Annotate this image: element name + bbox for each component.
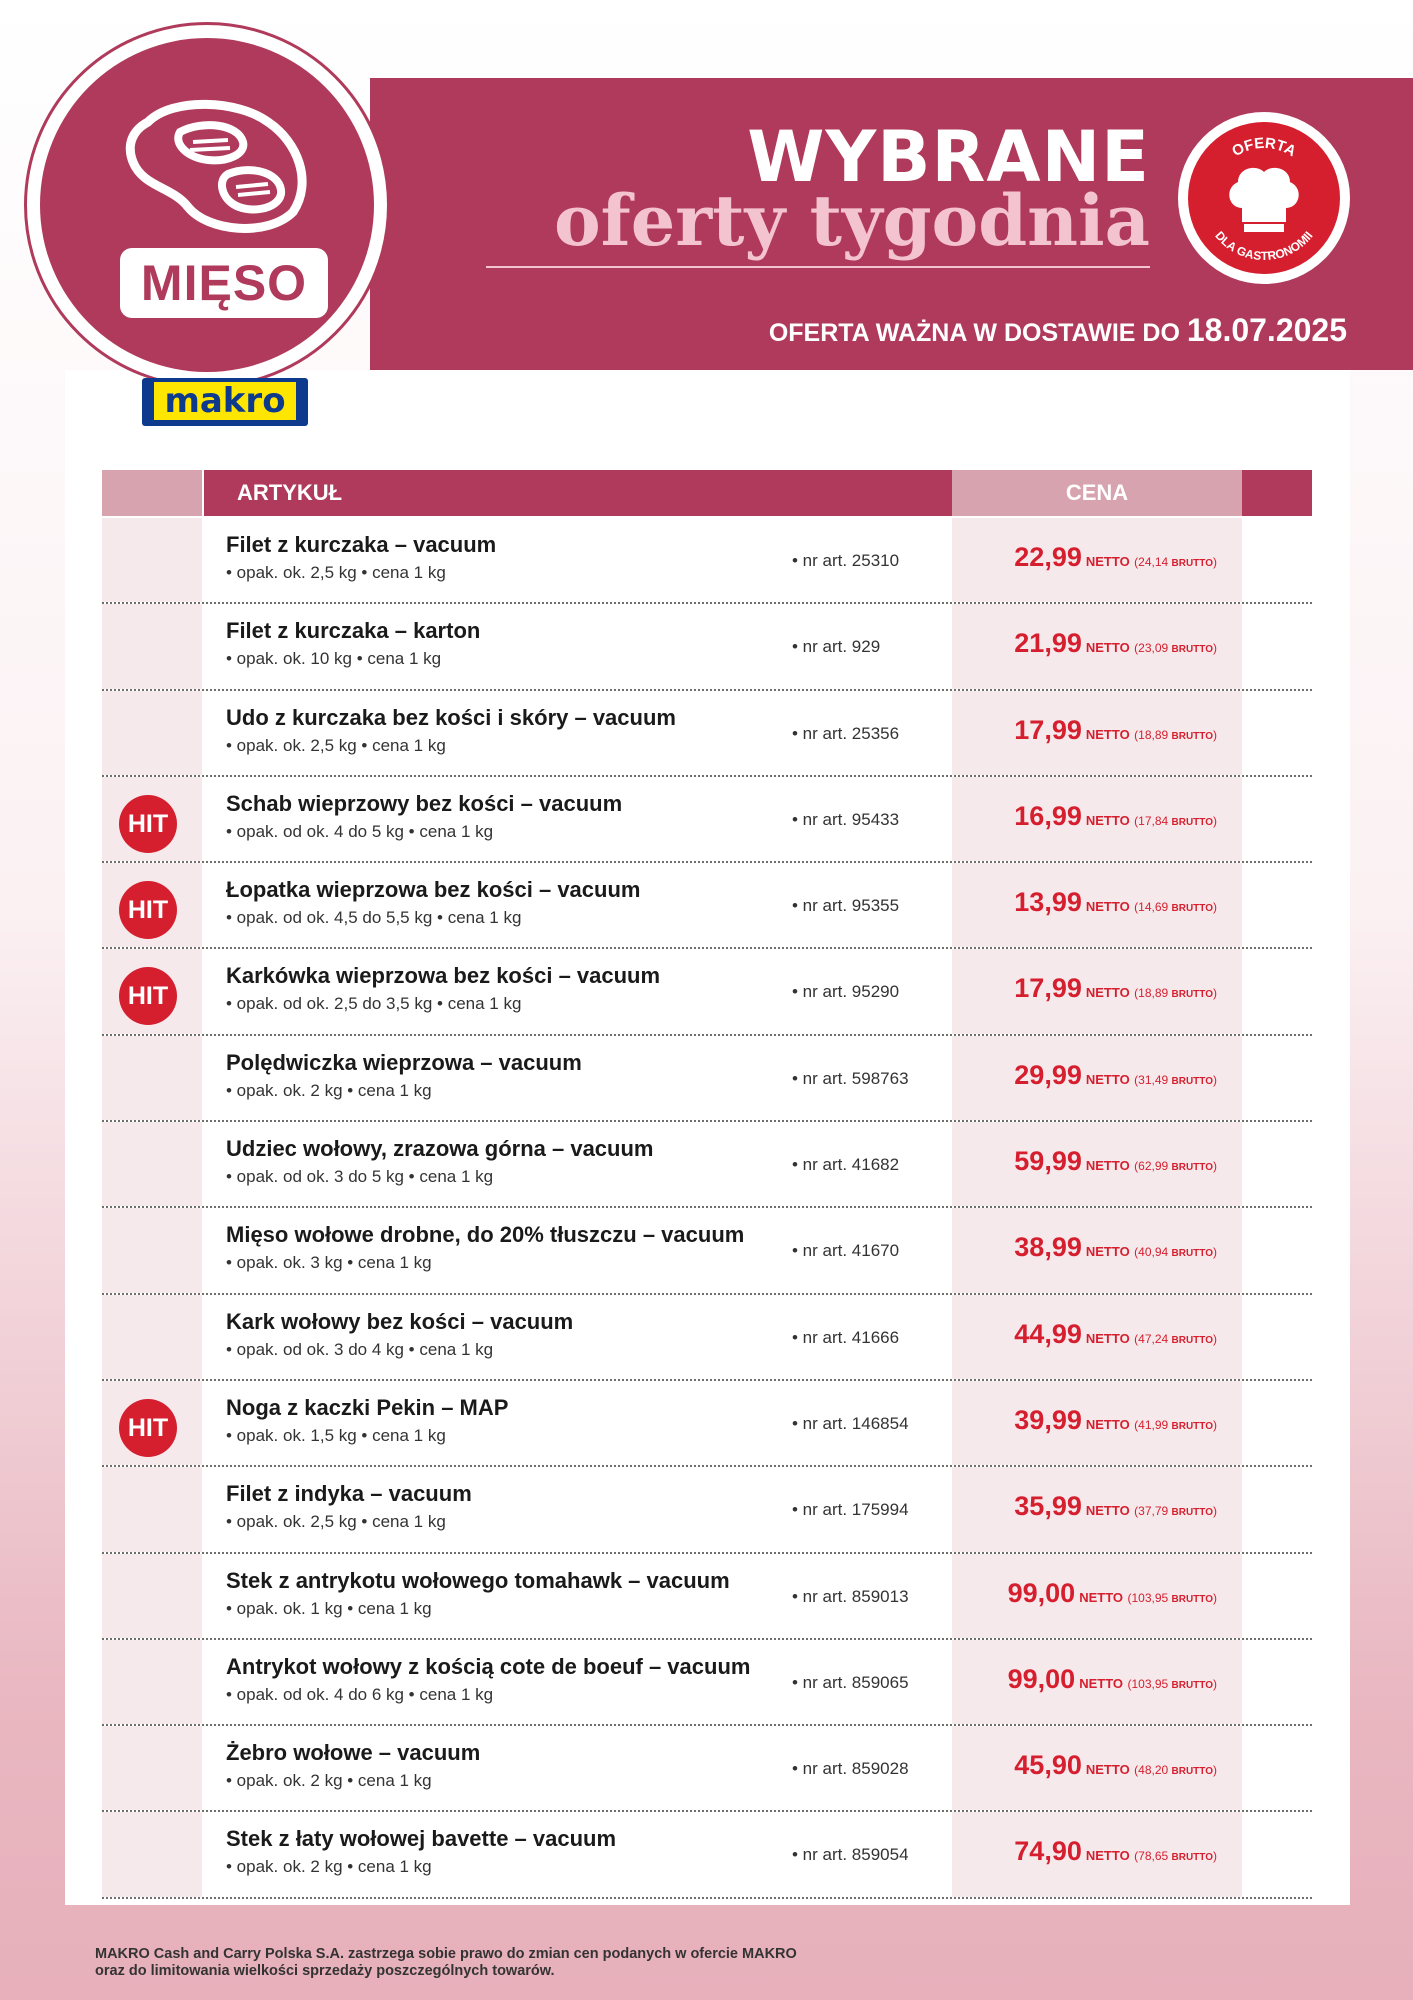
price	[1014, 1146, 1217, 1177]
table-row	[102, 604, 1312, 690]
brutto-label: BRUTTO	[1171, 989, 1213, 1001]
brutto-label: BRUTTO	[1171, 1075, 1213, 1087]
product-name: Stek z antrykotu wołowego tomahawk – vacuum	[226, 1567, 730, 1593]
article-number: • nr art. 146854	[792, 1413, 909, 1433]
price	[1014, 887, 1217, 918]
table-row	[102, 777, 1312, 863]
hit-cell	[102, 691, 202, 775]
article-number: • nr art. 859054	[792, 1845, 909, 1865]
table-row	[102, 1295, 1312, 1381]
product-description: • opak. od ok. 3 do 5 kg • cena 1 kg	[226, 1167, 494, 1187]
price-netto: 59,99	[1014, 1146, 1082, 1177]
row-end-cell	[1242, 1554, 1312, 1638]
row-end-cell	[1242, 1640, 1312, 1724]
price-netto: 17,99	[1014, 714, 1082, 745]
brutto-value: 103,95	[1131, 1676, 1169, 1691]
row-end-cell	[1242, 1381, 1312, 1465]
brutto-value: 48,20	[1138, 1763, 1169, 1778]
product-name: Mięso wołowe drobne, do 20% tłuszczu – vacuum	[226, 1222, 745, 1248]
brutto-label: BRUTTO	[1171, 558, 1213, 569]
stamp-text-top: OFERTA	[1229, 134, 1299, 161]
price-brutto: (41,99 BRUTTO)	[1134, 1417, 1217, 1432]
netto-label: NETTO	[1085, 985, 1130, 1001]
price-brutto: (23,09 BRUTTO)	[1134, 641, 1217, 656]
product-description: • opak. od ok. 2,5 do 3,5 kg • cena 1 kg	[226, 994, 522, 1014]
product-name: Udziec wołowy, zrazowa górna – vacuum	[226, 1136, 654, 1162]
gastronomy-stamp	[1178, 112, 1350, 284]
brutto-label: BRUTTO	[1171, 730, 1213, 742]
hit-cell	[102, 1812, 202, 1896]
price-netto: 99,00	[1007, 1577, 1076, 1608]
product-description: • opak. od ok. 4,5 do 5,5 kg • cena 1 kg	[226, 908, 522, 928]
brutto-value: 18,89	[1138, 727, 1169, 742]
product-description: • opak. ok. 1,5 kg • cena 1 kg	[226, 1425, 446, 1445]
article-number: • nr art. 95290	[792, 982, 900, 1002]
price-netto: 22,99	[1014, 542, 1082, 572]
row-end-cell	[1242, 691, 1312, 775]
validity-date: 18.07.2025	[1186, 312, 1347, 348]
price	[1014, 973, 1217, 1004]
hit-cell	[102, 949, 202, 1033]
price-brutto: (47,24 BRUTTO)	[1134, 1331, 1217, 1346]
hit-badge: HIT	[119, 1399, 177, 1457]
netto-label: NETTO	[1085, 899, 1130, 915]
brutto-label: BRUTTO	[1171, 1507, 1213, 1519]
product-description: • opak. od ok. 4 do 5 kg • cena 1 kg	[226, 821, 494, 841]
price-netto: 45,90	[1014, 1750, 1082, 1781]
price-brutto: (18,89 BRUTTO)	[1134, 986, 1217, 1001]
price-netto: 17,99	[1014, 973, 1082, 1004]
price-brutto: (78,65 BRUTTO)	[1134, 1849, 1217, 1864]
hit-cell	[102, 1554, 202, 1638]
price-netto: 38,99	[1014, 1232, 1082, 1263]
article-number: • nr art. 859065	[792, 1672, 909, 1692]
product-description: • opak. ok. 2 kg • cena 1 kg	[226, 1771, 432, 1791]
table-row	[102, 1381, 1312, 1467]
column-article: ARTYKUŁ	[204, 470, 952, 516]
brutto-label: BRUTTO	[1171, 1766, 1213, 1778]
brutto-value: 31,49	[1138, 1072, 1169, 1087]
validity-text: OFERTA WAŻNA W DOSTAWIE DO	[768, 319, 1180, 347]
price	[1014, 1405, 1217, 1436]
category-label: MIĘSO	[120, 248, 328, 318]
table-header	[102, 470, 1312, 516]
price-brutto: (18,89 BRUTTO)	[1134, 727, 1217, 742]
brutto-label: BRUTTO	[1171, 1420, 1213, 1432]
product-description: • opak. ok. 2,5 kg • cena 1 kg	[226, 735, 446, 755]
makro-logo-text: makro	[154, 382, 295, 420]
netto-label: NETTO	[1085, 1071, 1130, 1087]
table-row	[102, 1726, 1312, 1812]
row-end-cell	[1242, 777, 1312, 861]
article-number: • nr art. 175994	[792, 1500, 909, 1520]
product-name: Antrykot wołowy z kością cote de boeuf – vacuum	[226, 1653, 751, 1679]
legal-footer	[95, 1946, 995, 1980]
row-end-cell	[1242, 518, 1312, 602]
brutto-value: 41,99	[1138, 1417, 1169, 1432]
table-row	[102, 1812, 1312, 1898]
stamp-text-bottom: DLA GASTRONOMII	[1212, 228, 1316, 264]
hit-badge: HIT	[119, 795, 177, 853]
hit-cell	[102, 1036, 202, 1120]
article-number: • nr art. 95355	[792, 896, 900, 916]
price-netto: 21,99	[1014, 628, 1082, 659]
footer-line-2: oraz do limitowania wielkości sprzedaży poszczególnych towarów.	[95, 1963, 555, 1979]
row-end-cell	[1242, 1467, 1312, 1551]
hit-cell	[102, 863, 202, 947]
price-netto: 99,00	[1007, 1663, 1076, 1694]
row-end-cell	[1242, 863, 1312, 947]
brutto-label: BRUTTO	[1171, 1162, 1213, 1174]
validity-line	[600, 312, 1347, 349]
product-description: • opak. ok. 3 kg • cena 1 kg	[226, 1253, 432, 1273]
netto-label: NETTO	[1079, 1589, 1124, 1605]
price	[1014, 1750, 1217, 1781]
table-header-end	[1242, 470, 1312, 516]
price	[1014, 1060, 1217, 1091]
article-number: • nr art. 859013	[792, 1586, 909, 1606]
price-netto: 39,99	[1014, 1404, 1082, 1435]
product-name: Łopatka wieprzowa bez kości – vacuum	[226, 877, 641, 903]
headline-underline	[486, 266, 1150, 268]
brutto-value: 37,79	[1138, 1504, 1169, 1519]
product-description: • opak. ok. 1 kg • cena 1 kg	[226, 1598, 432, 1618]
product-name: Filet z kurczaka – vacuum	[226, 532, 497, 557]
price-netto: 16,99	[1014, 800, 1082, 831]
table-row	[102, 691, 1312, 777]
product-description: • opak. ok. 2 kg • cena 1 kg	[226, 1080, 432, 1100]
product-name: Filet z indyka – vacuum	[226, 1481, 472, 1507]
table-row	[102, 1467, 1312, 1553]
hit-cell	[102, 604, 202, 688]
product-name: Filet z kurczaka – karton	[226, 618, 481, 644]
netto-label: NETTO	[1085, 554, 1130, 569]
brutto-value: 40,94	[1138, 1245, 1169, 1260]
hit-badge: HIT	[119, 881, 177, 939]
price-brutto: (24,14 BRUTTO)	[1134, 555, 1217, 569]
price	[1014, 628, 1217, 659]
brutto-value: 23,09	[1138, 641, 1169, 656]
hit-badge: HIT	[119, 967, 177, 1025]
headline-main: WYBRANE	[747, 116, 1150, 198]
price	[1014, 1491, 1217, 1522]
netto-label: NETTO	[1085, 1244, 1130, 1260]
product-description: • opak. ok. 2,5 kg • cena 1 kg	[226, 1512, 446, 1532]
brutto-value: 103,95	[1131, 1590, 1169, 1605]
price	[1008, 1578, 1217, 1609]
row-end-cell	[1242, 1208, 1312, 1292]
brutto-label: BRUTTO	[1171, 903, 1213, 915]
price-brutto: (40,94 BRUTTO)	[1134, 1245, 1217, 1260]
footer-line-1: MAKRO Cash and Carry Polska S.A. zastrzega sobie prawo do zmian cen podanych w ofercie MAKRO	[95, 1946, 797, 1962]
brutto-label: BRUTTO	[1171, 644, 1213, 656]
row-end-cell	[1242, 1812, 1312, 1896]
table-row	[102, 1208, 1312, 1294]
price	[1008, 1664, 1217, 1695]
hit-cell	[102, 1381, 202, 1465]
price-netto: 35,99	[1014, 1491, 1082, 1522]
netto-label: NETTO	[1085, 726, 1130, 742]
steak-icon	[118, 92, 318, 242]
price-brutto: (17,84 BRUTTO)	[1134, 813, 1217, 828]
price	[1014, 801, 1217, 832]
hit-cell	[102, 1208, 202, 1292]
brutto-label: BRUTTO	[1171, 816, 1213, 828]
article-number: • nr art. 598763	[792, 1068, 909, 1088]
price-brutto: (103,95 BRUTTO)	[1127, 1676, 1217, 1691]
price-brutto: (31,49 BRUTTO)	[1134, 1072, 1217, 1087]
product-list	[102, 518, 1312, 1899]
price-brutto: (103,95 BRUTTO)	[1127, 1590, 1217, 1605]
brutto-value: 47,24	[1138, 1331, 1169, 1346]
hit-cell	[102, 1726, 202, 1810]
article-number: • nr art. 41666	[792, 1327, 900, 1347]
netto-label: NETTO	[1085, 1762, 1130, 1778]
netto-label: NETTO	[1085, 1330, 1130, 1346]
brutto-label: BRUTTO	[1171, 1852, 1213, 1864]
product-name: Żebro wołowe – vacuum	[226, 1740, 481, 1766]
price	[1014, 715, 1217, 746]
product-name: Udo z kurczaka bez kości i skóry – vacuum	[226, 704, 676, 730]
price	[1014, 1319, 1217, 1350]
headline-sub: oferty tygodnia	[553, 179, 1150, 262]
netto-label: NETTO	[1085, 1416, 1130, 1432]
brutto-label: BRUTTO	[1171, 1679, 1213, 1691]
product-description: • opak. od ok. 3 do 4 kg • cena 1 kg	[226, 1339, 494, 1359]
table-row	[102, 949, 1312, 1035]
netto-label: NETTO	[1085, 1848, 1130, 1864]
hit-cell	[102, 1640, 202, 1724]
price	[1014, 1836, 1217, 1867]
row-end-cell	[1242, 604, 1312, 688]
hit-cell	[102, 777, 202, 861]
article-number: • nr art. 25310	[792, 551, 900, 570]
svg-text:OFERTA	[1229, 135, 1299, 160]
netto-label: NETTO	[1085, 640, 1130, 656]
product-description: • opak. ok. 2,5 kg • cena 1 kg	[226, 563, 446, 582]
hit-cell	[102, 518, 202, 602]
table-row	[102, 1122, 1312, 1208]
price-brutto: (14,69 BRUTTO)	[1134, 900, 1217, 915]
svg-text:DLA GASTRONOMII	[1212, 228, 1315, 263]
table-row	[102, 1554, 1312, 1640]
netto-label: NETTO	[1085, 1158, 1130, 1174]
hit-cell	[102, 1467, 202, 1551]
product-name: Noga z kaczki Pekin – MAP	[226, 1394, 509, 1420]
row-end-cell	[1242, 949, 1312, 1033]
product-name: Schab wieprzowy bez kości – vacuum	[226, 790, 623, 816]
row-end-cell	[1242, 1036, 1312, 1120]
brutto-label: BRUTTO	[1171, 1334, 1213, 1346]
netto-label: NETTO	[1085, 812, 1130, 828]
netto-label: NETTO	[1085, 1503, 1130, 1519]
hit-cell	[102, 1295, 202, 1379]
price-brutto: (48,20 BRUTTO)	[1134, 1763, 1217, 1778]
brutto-value: 62,99	[1138, 1159, 1169, 1174]
brutto-label: BRUTTO	[1171, 1593, 1213, 1605]
table-header-spacer	[102, 470, 202, 516]
price-netto: 74,90	[1014, 1836, 1082, 1867]
product-description: • opak. ok. 2 kg • cena 1 kg	[226, 1857, 432, 1877]
article-number: • nr art. 929	[792, 637, 881, 657]
hit-cell	[102, 1122, 202, 1206]
price-netto: 29,99	[1014, 1059, 1082, 1090]
product-name: Kark wołowy bez kości – vacuum	[226, 1308, 574, 1334]
table-row	[102, 1036, 1312, 1122]
article-number: • nr art. 41670	[792, 1241, 900, 1261]
makro-logo	[142, 378, 308, 426]
product-description: • opak. od ok. 4 do 6 kg • cena 1 kg	[226, 1684, 494, 1704]
brutto-value: 18,89	[1138, 986, 1169, 1001]
price-brutto: (37,79 BRUTTO)	[1134, 1504, 1217, 1519]
brutto-value: 24,14	[1138, 555, 1169, 569]
price-netto: 44,99	[1014, 1318, 1082, 1349]
row-end-cell	[1242, 1122, 1312, 1206]
netto-label: NETTO	[1079, 1675, 1124, 1691]
brutto-value: 78,65	[1138, 1849, 1169, 1864]
brutto-value: 14,69	[1138, 900, 1169, 915]
article-number: • nr art. 95433	[792, 809, 900, 829]
table-row	[102, 863, 1312, 949]
article-number: • nr art. 859028	[792, 1759, 909, 1779]
product-name: Polędwiczka wieprzowa – vacuum	[226, 1049, 582, 1075]
table-row	[102, 518, 1312, 604]
product-description: • opak. ok. 10 kg • cena 1 kg	[226, 649, 442, 669]
brutto-value: 17,84	[1138, 813, 1169, 828]
article-number: • nr art. 41682	[792, 1155, 900, 1175]
price	[1014, 542, 1217, 573]
brutto-label: BRUTTO	[1171, 1248, 1213, 1260]
column-price: CENA	[952, 470, 1242, 516]
chef-hat-icon	[1178, 112, 1350, 284]
row-end-cell	[1242, 1295, 1312, 1379]
price-brutto: (62,99 BRUTTO)	[1134, 1159, 1217, 1174]
price	[1014, 1232, 1217, 1263]
product-name: Stek z łaty wołowej bavette – vacuum	[226, 1826, 617, 1852]
row-end-cell	[1242, 1726, 1312, 1810]
price-netto: 13,99	[1014, 887, 1082, 918]
table-row	[102, 1640, 1312, 1726]
article-number: • nr art. 25356	[792, 723, 900, 743]
product-name: Karkówka wieprzowa bez kości – vacuum	[226, 963, 661, 989]
